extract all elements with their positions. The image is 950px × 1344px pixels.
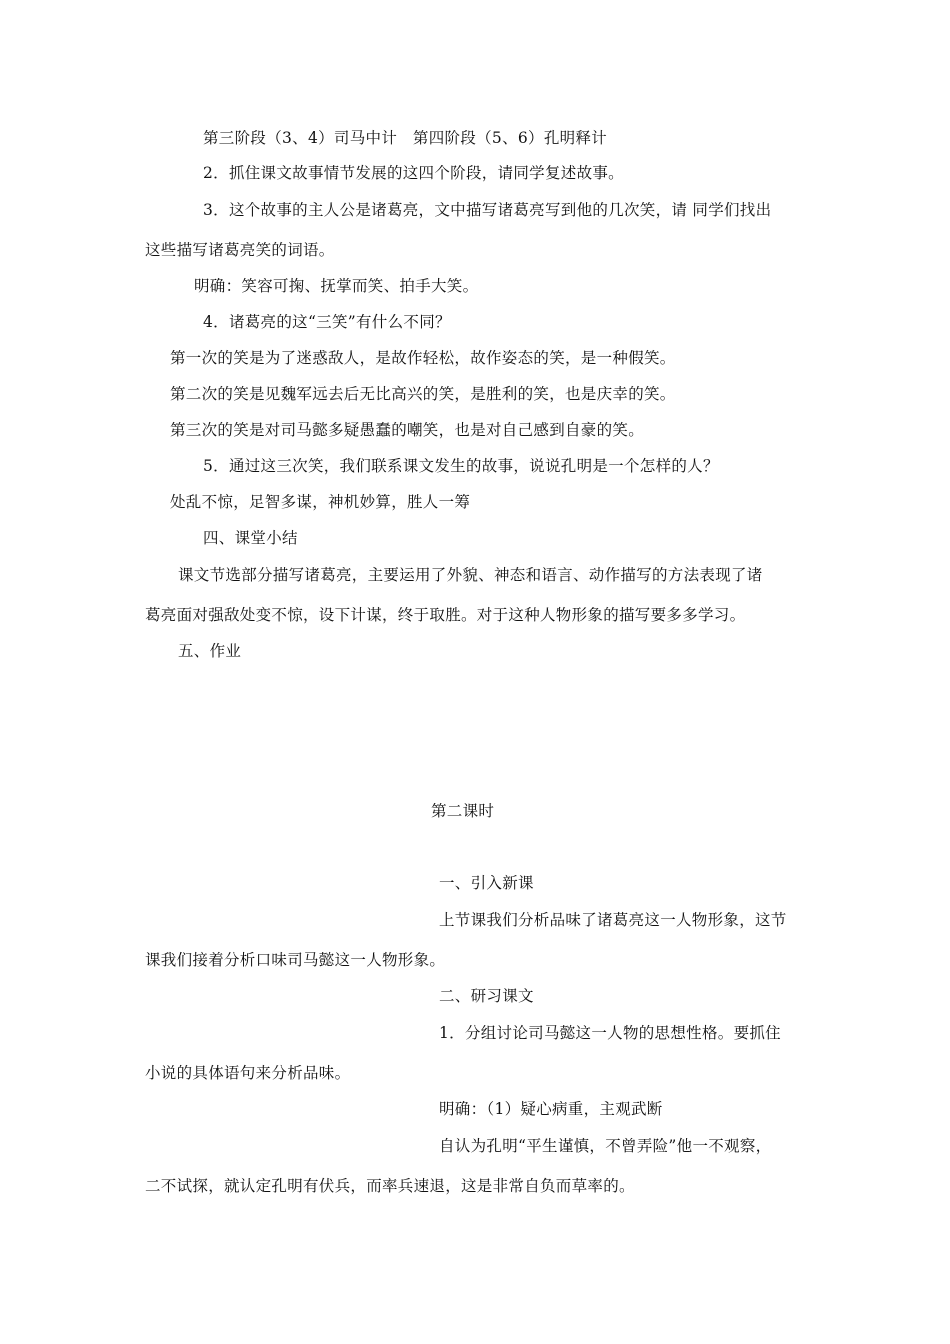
- question-3-line-1: 3．这个故事的主人公是诸葛亮，文中描写诸葛亮写到他的几次笑，请 同学们找出: [203, 201, 772, 219]
- answer-line-1: 自认为孔明“平生谨慎，不曾弄险”他一不观察，: [439, 1137, 772, 1155]
- question-3-line-2: 这些描写诸葛亮笑的词语。: [145, 241, 335, 259]
- summary-line-1: 课文节选部分描写诸葛亮，主要运用了外貌、神态和语言、动作描写的方法表现了诸: [178, 566, 763, 584]
- stage-line: 第三阶段（3、4）司马中计 第四阶段（5、6）孔明释计: [203, 129, 608, 147]
- question-4-answer-3: 第三次的笑是对司马懿多疑愚蠢的嘲笑，也是对自己感到自豪的笑。: [170, 421, 645, 439]
- study-heading: 二、研习课文: [439, 987, 534, 1005]
- summary-heading: 四、课堂小结: [203, 529, 298, 547]
- question-4-answer-2: 第二次的笑是见魏军远去后无比高兴的笑，是胜利的笑，也是庆幸的笑。: [170, 385, 676, 403]
- summary-line-2: 葛亮面对强敌处变不惊，设下计谋，终于取胜。对于这种人物形象的描写要多多学习。: [145, 606, 746, 624]
- homework-heading: 五、作业: [178, 642, 242, 660]
- question-5-answer: 处乱不惊，足智多谋，神机妙算，胜人一筹: [170, 493, 471, 511]
- answer-line-2: 二不试探，就认定孔明有伏兵，而率兵速退，这是非常自负而草率的。: [145, 1177, 635, 1195]
- question-3-answer: 明确：笑容可掬、抚掌而笑、拍手大笑。: [194, 277, 479, 295]
- lesson-2-title: 第二课时: [431, 802, 495, 820]
- intro-line-2: 课我们接着分析口味司马懿这一人物形象。: [145, 951, 446, 969]
- question-4: 4．诸葛亮的这“三笑”有什么不同？: [203, 313, 451, 331]
- intro-heading: 一、引入新课: [439, 874, 534, 892]
- question-2: 2．抓住课文故事情节发展的这四个阶段，请同学复述故事。: [203, 164, 624, 182]
- question-4-answer-1: 第一次的笑是为了迷惑敌人，是故作轻松，故作姿态的笑，是一种假笑。: [170, 349, 676, 367]
- task-1-line-2: 小说的具体语句来分析品味。: [145, 1064, 351, 1082]
- question-5: 5．通过这三次笑，我们联系课文发生的故事，说说孔明是一个怎样的人？: [203, 457, 719, 475]
- answer-label: 明确：（1）疑心病重，主观武断: [439, 1100, 663, 1118]
- intro-line-1: 上节课我们分析品味了诸葛亮这一人物形象，这节: [439, 911, 787, 929]
- task-1-line-1: 1．分组讨论司马懿这一人物的思想性格。要抓住: [439, 1024, 781, 1042]
